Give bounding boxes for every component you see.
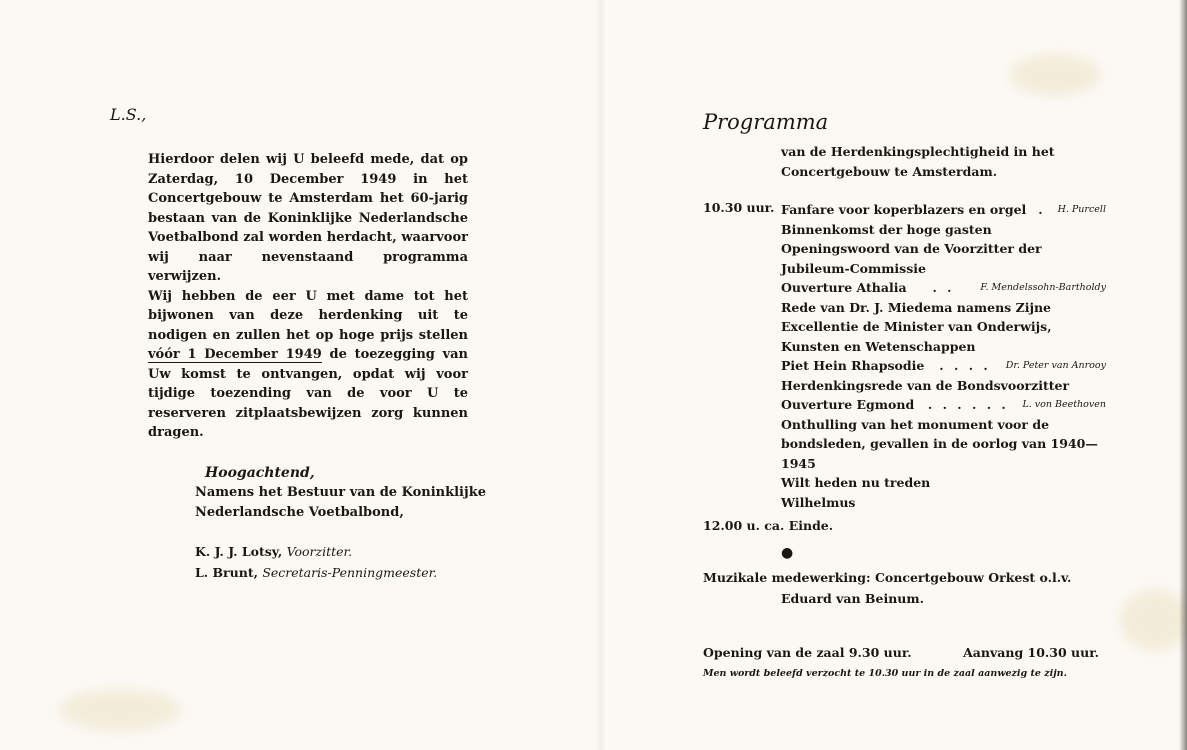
signatory-role: Secretaris-Penningmeester.: [262, 564, 438, 580]
programme-item: [781, 356, 1106, 376]
item-title: Piet Hein Rhapsodie: [781, 358, 925, 373]
composer: Dr. Peter van Anrooy: [1005, 360, 1106, 371]
programme-item: Wilhelmus: [781, 494, 856, 510]
paragraph-announcement: Hierdoor delen wij U beleefd mede, dat op Zaterdag, 10 December 1949 in het Concertgebouw te Amsterdam het 60-jarig bestaan van de Koninklijke Nederlandsche Voetbalbond zal worden herdacht, waarvoor wij naar nevenstaand programma verwijzen.: [148, 152, 468, 284]
programme-item: Onthulling van het monument voor de bondsleden, gevallen in de oorlog van 1940—1945: [781, 416, 1098, 471]
leader-dots: . . . .: [939, 358, 991, 373]
doors-open: Opening van de zaal 9.30 uur.: [703, 645, 912, 660]
programme-items: [781, 200, 1106, 512]
paper-edge: [1179, 0, 1187, 750]
opening-times: [703, 645, 1099, 660]
programme-title: Programma: [703, 110, 829, 134]
paper-stain: [1010, 55, 1100, 95]
programme-item: [781, 395, 1106, 415]
item-title: Fanfare voor koperblazers en orgel: [781, 202, 1027, 217]
invite-text-end: de toezegging van Uw komst te ontvangen, opdat wij voor tijdige toezending van de voor U te reserveren zitplaatsbewijzen zorg kunnen dragen.: [148, 347, 469, 440]
signatory-chairman: [195, 541, 488, 562]
paragraph-invite: [148, 287, 468, 443]
center-fold: [596, 0, 606, 750]
composer: F. Mendelssohn-Bartholdy: [980, 282, 1106, 293]
programme-item: Herdenkingsrede van de Bondsvoorzitter: [781, 377, 1070, 393]
invite-text: Wij hebben de eer U met dame tot het bijwonen van deze herdenking uit te nodigen en zullen het op hoge prijs stellen: [148, 288, 468, 343]
programme-item: Binnenkomst der hoge gasten: [781, 221, 992, 237]
closing-greeting: Hoogachtend,: [205, 464, 315, 481]
item-title: Ouverture Athalia: [781, 280, 907, 295]
programme-schedule: [703, 200, 1113, 512]
start-time: 10.30 uur.: [703, 200, 775, 215]
item-title: Ouverture Egmond: [781, 397, 915, 412]
separator-bullet: ●: [781, 545, 794, 561]
on-behalf: [195, 483, 488, 523]
programme-item: Openingswoord van de Voorzitter der Jubileum-Commissie: [781, 241, 1042, 276]
rsvp-deadline: vóór 1 December 1949: [148, 347, 322, 362]
signatories: [195, 541, 488, 583]
left-page: [108, 105, 488, 583]
attendance-note: Men wordt beleefd verzocht te 10.30 uur in de zaal aanwezig te zijn.: [703, 668, 1067, 679]
signatory-role: Voorzitter.: [286, 543, 353, 559]
leader-dots: . .: [932, 280, 955, 295]
salutation: L.S.,: [110, 105, 147, 124]
signatory-secretary: [195, 562, 488, 583]
conductor: Eduard van Beinum.: [781, 591, 924, 606]
right-page: [703, 110, 1113, 609]
paper-stain: [60, 690, 180, 730]
signatory-name: L. Brunt,: [195, 564, 258, 580]
end-time: 12.00 u. ca. Einde.: [703, 518, 834, 533]
musical-contribution: [703, 567, 1113, 609]
start-notice: Aanvang 10.30 uur.: [963, 645, 1099, 660]
composer: H. Purcell: [1057, 204, 1106, 215]
on-behalf-line: Namens het Bestuur van de Koninklijke: [195, 484, 486, 500]
programme-item: [781, 278, 1106, 298]
leader-dots: . . . . . .: [927, 397, 1009, 412]
composer: L. von Beethoven: [1022, 399, 1106, 410]
programme-item: [781, 200, 1106, 220]
closing-block: [195, 465, 488, 583]
invitation-body: [148, 150, 468, 443]
on-behalf-line: Nederlandsche Voetbalbond,: [195, 504, 404, 520]
leader-dots: .: [1038, 202, 1046, 217]
programme-item: Rede van Dr. J. Miedema namens Zijne Excellentie de Minister van Onderwijs, Kunsten en Wetenschappen: [781, 299, 1052, 354]
paper-stain: [1120, 590, 1187, 650]
music-line: Muzikale medewerking: Concertgebouw Orkest o.l.v.: [703, 570, 1072, 585]
signatory-name: K. J. J. Lotsy,: [195, 543, 283, 559]
programme-item: Wilt heden nu treden: [781, 475, 931, 490]
programme-subtitle: van de Herdenkingsplechtigheid in het Concertgebouw te Amsterdam.: [781, 144, 1055, 179]
